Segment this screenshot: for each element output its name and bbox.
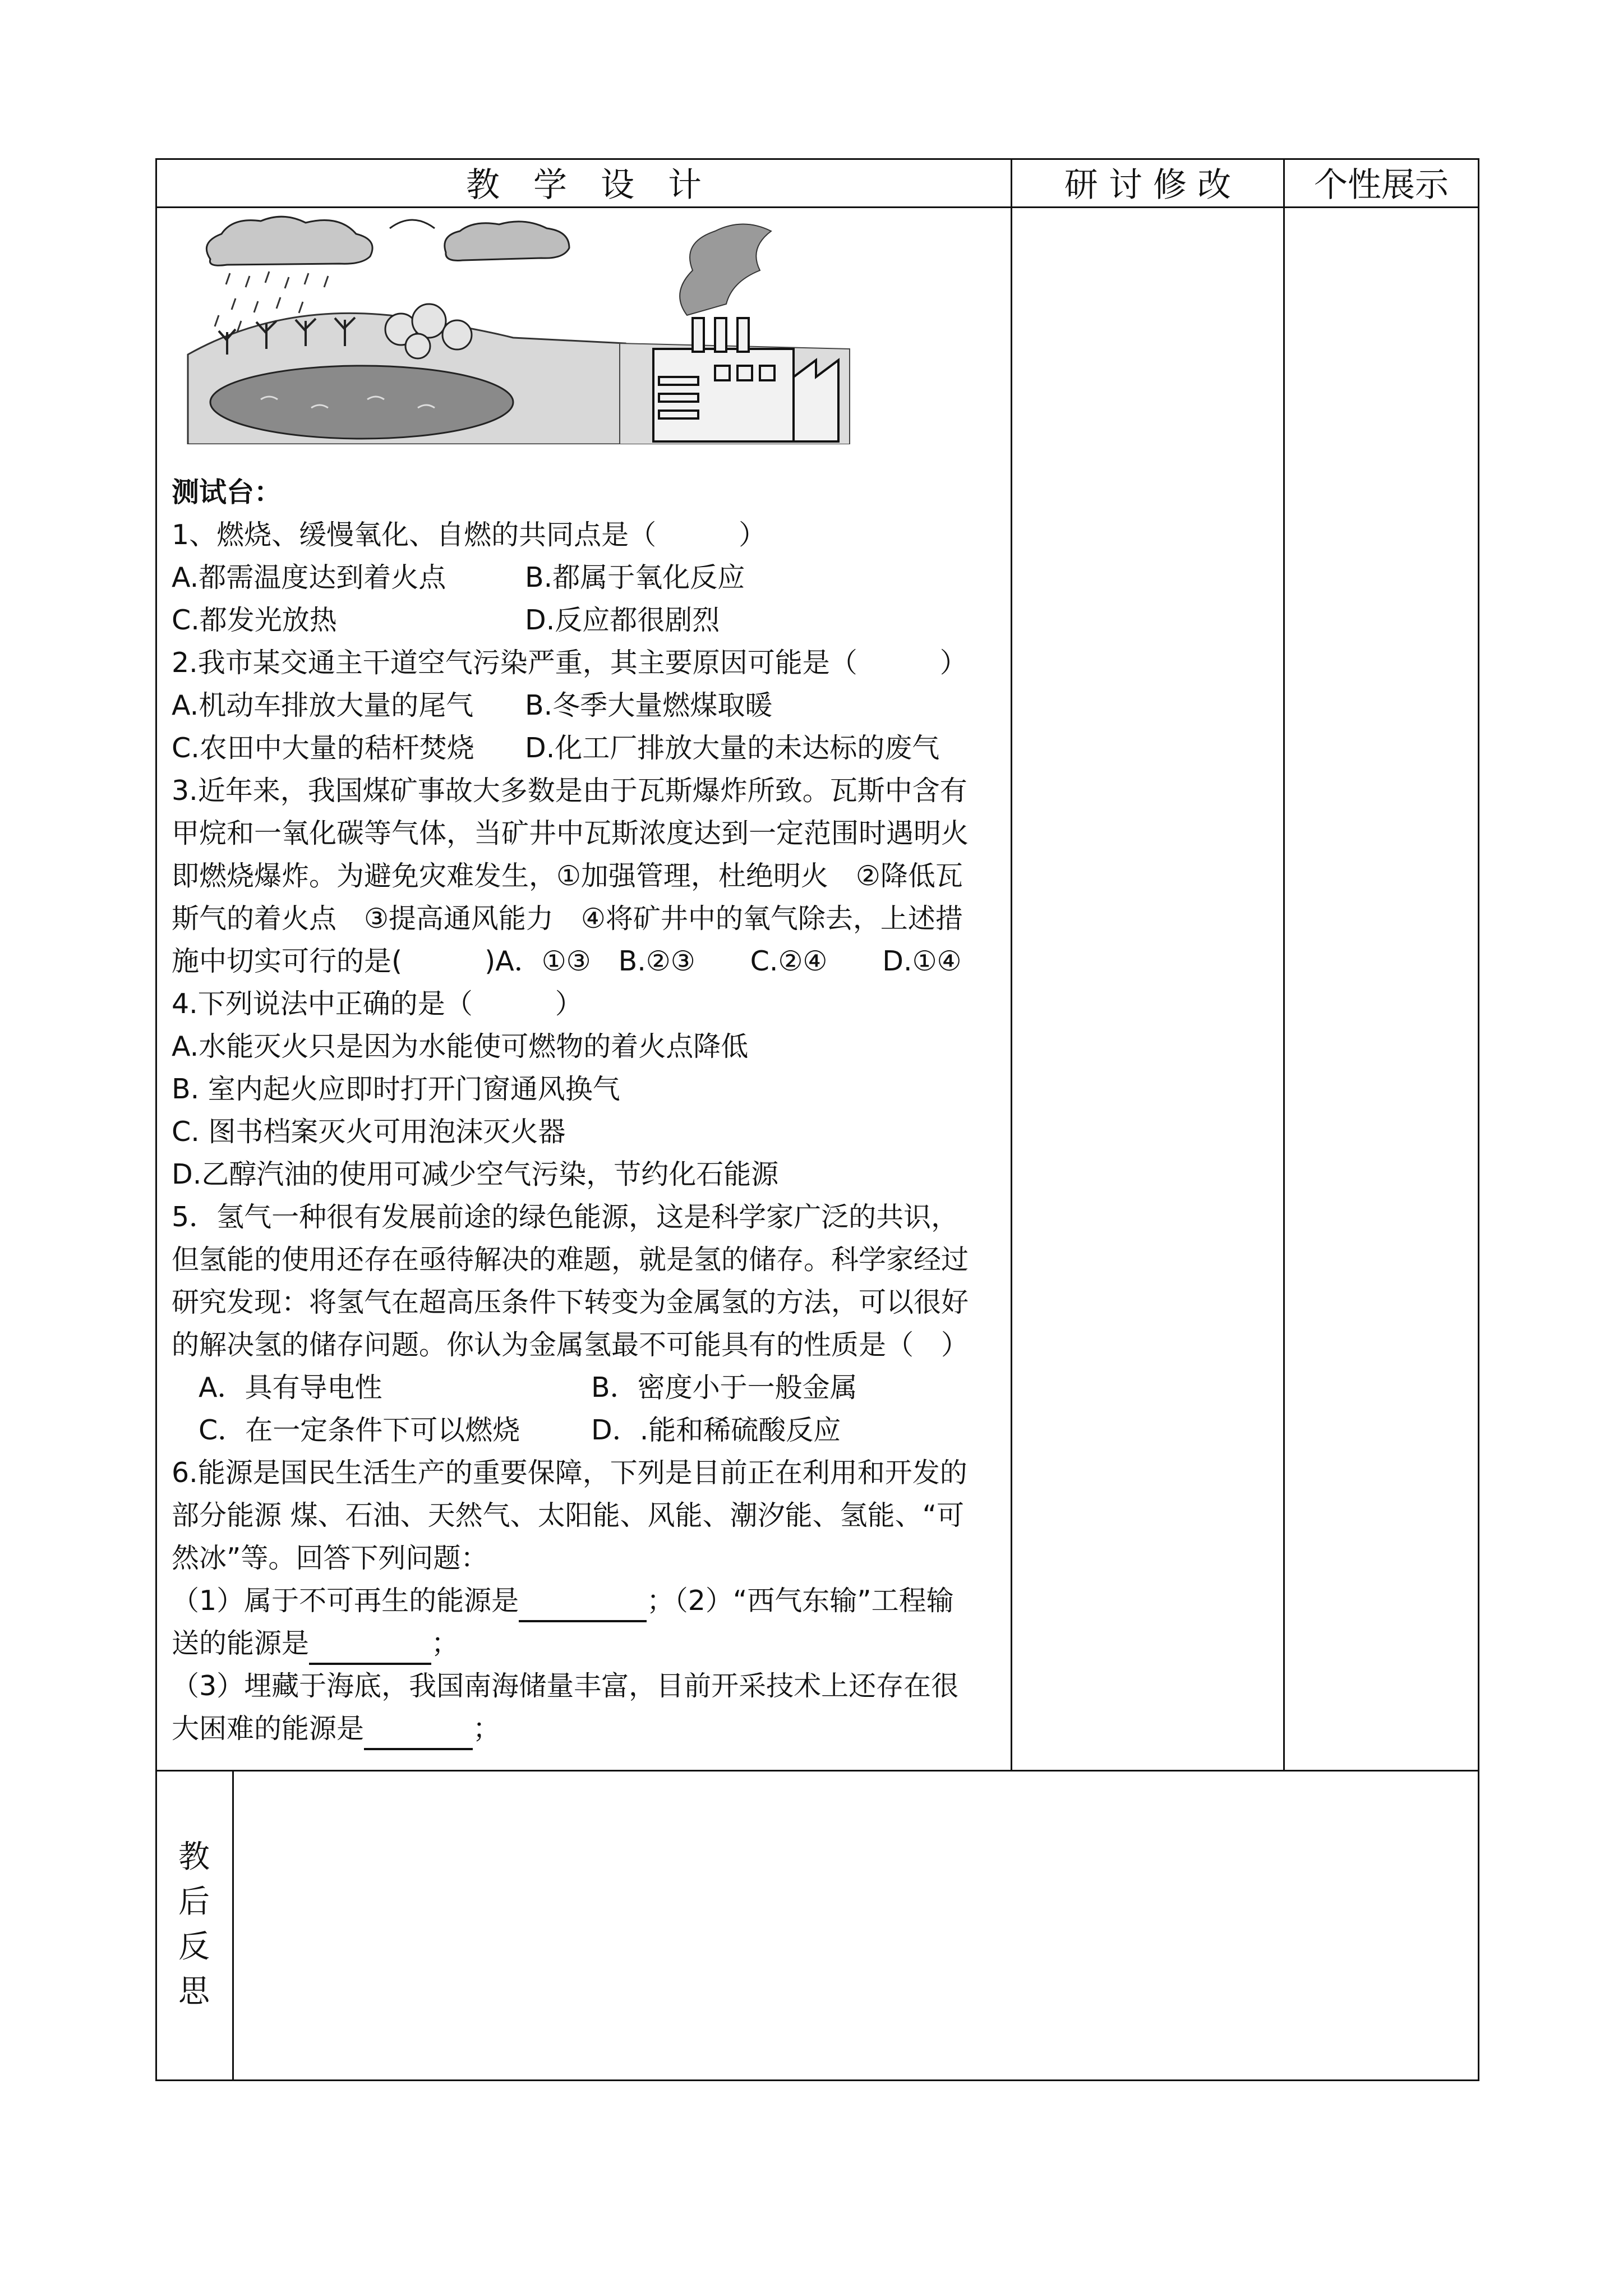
rain-cloud (206, 217, 372, 265)
q6-answer-blank-1[interactable] (519, 1592, 647, 1622)
q1-option-a: A.都需温度达到着火点 (172, 562, 446, 593)
q5-line-3: 研究发现：将氢气在超高压条件下转变为金属氢的方法，可以很好 (172, 1286, 969, 1318)
header-personal-label: 个性展示 (1314, 165, 1449, 205)
q6-line-2: 部分能源 煤、石油、天然气、太阳能、风能、潮汐能、氢能、“可 (172, 1499, 964, 1531)
q1-option-b: B.都属于氧化反应 (525, 562, 745, 593)
pond (210, 366, 513, 439)
reflection-char-1: 教 (178, 1839, 210, 1875)
q2-option-b: B.冬季大量燃煤取暖 (525, 689, 773, 721)
q6-part-3-text: 大困难的能源是 (172, 1713, 365, 1745)
header-personal (1285, 158, 1478, 206)
smoke-cloud (445, 222, 569, 261)
q4-option-c: C. 图书档案灭火可用泡沫灭火器 (172, 1116, 566, 1148)
q4-stem: 4.下列说法中正确的是（ ） (172, 988, 583, 1020)
q5-options-ab (172, 1366, 1013, 1409)
q2-options-ab (172, 684, 1013, 727)
q6-part-1-text: （1）属于不可再生的能源是 (172, 1585, 519, 1617)
q1-options-ab (172, 556, 1013, 599)
q6-answer-blank-2[interactable] (309, 1635, 431, 1665)
q1-option-c: C.都发光放热 (172, 604, 337, 636)
q1-options-cd (172, 599, 1013, 642)
factory (653, 318, 838, 441)
q5-option-a: A．具有导电性 (199, 1372, 382, 1404)
q6-part-3-end: ； (473, 1713, 501, 1745)
q5-option-b: B．密度小于一般金属 (591, 1372, 857, 1404)
q5-line-1: 5．氢气一种很有发展前途的绿色能源，这是科学家广泛的共识， (172, 1201, 959, 1233)
table-bottom-border (155, 2079, 1479, 2081)
personal-column-area[interactable] (1285, 208, 1478, 1770)
q5-option-d: D．.能和稀硫酸反应 (591, 1414, 841, 1446)
reflection-char-4: 思 (178, 1973, 210, 2010)
q5-option-c: C．在一定条件下可以燃烧 (199, 1414, 520, 1446)
q2-options-cd (172, 727, 1013, 770)
q6-part-2-end: ； (431, 1627, 459, 1659)
q6-part-3: （3）埋藏于海底，我国南海储量丰富，目前开采技术上还存在很 (172, 1670, 959, 1702)
header-revise (1012, 158, 1283, 206)
q2-option-a: A.机动车排放大量的尾气 (172, 689, 474, 721)
q1-option-d: D.反应都很剧烈 (525, 604, 720, 636)
reflection-char-2: 后 (178, 1884, 210, 1920)
q4-option-a: A.水能灭火只是因为水能使可燃物的着火点降低 (172, 1030, 749, 1062)
q6-answer-blank-3[interactable] (364, 1720, 473, 1750)
reflection-label (155, 1770, 233, 2079)
q3-line-4: 斯气的着火点 ③提高通风能力 ④将矿井中的氧气除去，上述措 (172, 903, 963, 935)
q3-line-1: 3.近年来，我国煤矿事故大多数是由于瓦斯爆炸所致。瓦斯中含有 (172, 775, 967, 807)
section-title: 测试台： (172, 476, 282, 508)
q5-line-2: 但氢能的使用还存在亟待解决的难题，就是氢的储存。科学家经过 (172, 1244, 969, 1276)
q2-stem: 2.我市某交通主干道空气污染严重，其主要原因可能是（ ） (172, 647, 967, 679)
q5-options-cd (172, 1409, 1013, 1452)
q1-stem: 1、燃烧、缓慢氧化、自燃的共同点是（ ） (172, 519, 767, 551)
reflection-char-3: 反 (178, 1929, 210, 1965)
q6-part-2-continued: 送的能源是 (172, 1627, 310, 1659)
q2-option-d: D.化工厂排放大量的未达标的废气 (525, 732, 940, 764)
q4-option-d: D.乙醇汽油的使用可减少空气污染，节约化石能源 (172, 1158, 779, 1190)
revise-column-area[interactable] (1012, 208, 1283, 1770)
q3-line-5: 施中切实可行的是( )A．①③ B.②③ C.②④ D.①④ (172, 945, 962, 977)
header-design (157, 158, 1011, 206)
q6-part-1 (172, 1580, 1013, 1622)
q6-part-3-line-2 (172, 1708, 1013, 1750)
reflection-area[interactable] (234, 1772, 1478, 2079)
q4-option-b: B. 室内起火应即时打开门窗通风换气 (172, 1073, 620, 1105)
factory-smoke (680, 224, 771, 316)
pollution-illustration (177, 209, 866, 444)
q3-line-3: 即燃烧爆炸。为避免灾难发生，①加强管理，杜绝明火 ②降低瓦 (172, 860, 963, 892)
q3-line-2: 甲烷和一氧化碳等气体，当矿井中瓦斯浓度达到一定范围时遇明火 (172, 817, 969, 849)
q5-line-4: 的解决氢的储存问题。你认为金属氢最不可能具有的性质是（ ） (172, 1329, 969, 1361)
header-design-label: 教 学 设 计 (466, 165, 702, 205)
q6-part-2-text: ；（2）“西气东输”工程输 (647, 1585, 954, 1617)
q2-option-c: C.农田中大量的秸杆焚烧 (172, 732, 474, 764)
q6-line-1: 6.能源是国民生活生产的重要保障，下列是目前正在利用和开发的 (172, 1457, 967, 1489)
table-right-border (1478, 158, 1479, 2081)
q6-part-2 (172, 1622, 1013, 1665)
arrow-curve (390, 220, 435, 228)
header-revise-label: 研 讨 修 改 (1064, 165, 1232, 205)
main-content (172, 471, 1013, 1750)
q6-line-3: 然冰”等。回答下列问题： (172, 1542, 488, 1574)
